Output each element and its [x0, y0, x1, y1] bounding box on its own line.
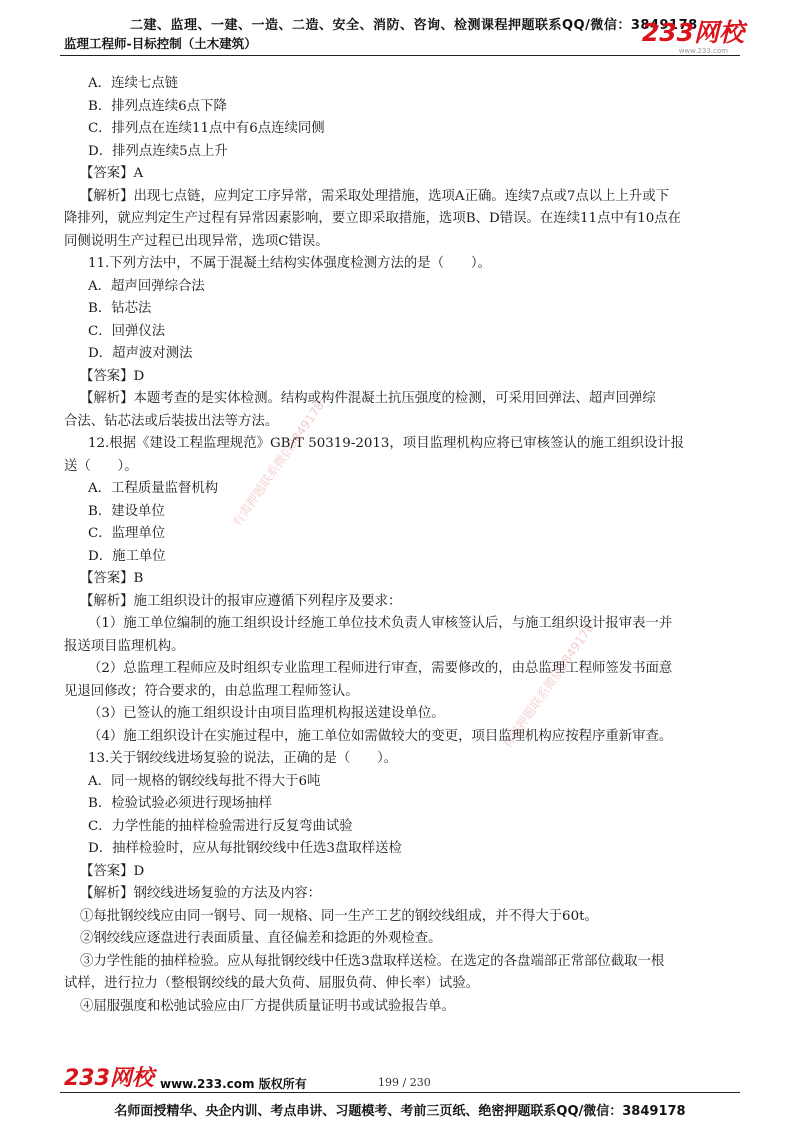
option-line: A．工程质量监督机构 [88, 481, 219, 496]
option-line: A．超声回弹综合法 [88, 278, 205, 294]
option-line: A．同一规格的钢绞线每批不得大于6吨 [88, 773, 321, 789]
option-line: D．排列点连续5点上升 [88, 143, 228, 159]
footer-logo: 233网校 [64, 1066, 154, 1091]
option-line: C．力学性能的抽样检验需进行反复弯曲试验 [88, 818, 353, 834]
answer-line: 【答案】A [80, 166, 144, 181]
footer-copyright: www.233.com 版权所有 [160, 1077, 307, 1091]
explanation-line: （4）施工组织设计在实施过程中，施工单位如需做较大的变更，项目监理机构应按程序重新审查。 [88, 728, 673, 744]
explanation-line: 报送项目监理机构。 [64, 638, 185, 654]
explanation-line: 【解析】钢绞线进场复验的方法及内容： [80, 886, 322, 901]
page-number: 199 / 230 [378, 1076, 431, 1089]
option-line: D．超声波对测法 [88, 346, 193, 361]
option-line: D．抽样检验时，应从每批钢绞线中任选3盘取样送检 [88, 841, 402, 856]
header-divider [60, 55, 740, 56]
header-subject: 监理工程师-目标控制（土木建筑） [64, 36, 257, 51]
explanation-line: ①每批钢绞线应由同一钢号、同一规格、同一生产工艺的钢绞线组成，并不得大于60t。 [80, 908, 598, 924]
option-line: B．检验试验必须进行现场抽样 [88, 796, 272, 811]
question-line: 12.根据《建设工程监理规范》GB/T 50319-2013，项目监理机构应将已审核签认的施工组织设计报 [88, 436, 685, 451]
option-line: D．施工单位 [88, 548, 166, 564]
question-line: 13.关于钢绞线进场复验的说法，正确的是（ ）。 [88, 751, 398, 766]
question-line: 送（ ）。 [64, 458, 138, 474]
explanation-line: ②钢绞线应逐盘进行表面质量、直径偏差和捻距的外观检查。 [80, 931, 442, 946]
explanation-line: ③力学性能的抽样检验。应从每批钢绞线中任选3盘取样送检。在选定的各盘端部正常部位截取一根 [80, 953, 665, 969]
header-promo: 二建、监理、一建、一造、二造、安全、消防、咨询、检测课程押题联系QQ/微信：3849178 [130, 18, 698, 33]
footer-promo: 名师面授精华、央企内训、考点串讲、习题模考、考前三页纸、绝密押题联系QQ/微信：3849178 [114, 1104, 686, 1119]
option-line: C．监理单位 [88, 526, 166, 541]
option-line: A．连续七点链 [88, 76, 179, 91]
explanation-line: 【解析】本题考查的是实体检测。结构或构件混凝土抗压强度的检测，可采用回弹法、超声回弹综 [80, 391, 656, 406]
document-body [64, 73, 744, 1018]
watermark: 有需押题联系微信3849178 [229, 398, 327, 530]
explanation-line: ④屈服强度和松弛试验应由厂方提供质量证明书或试验报告单。 [80, 998, 455, 1014]
footer-divider [60, 1092, 740, 1093]
site-logo: 233网校 [641, 18, 744, 47]
logo-url: www.233.com [678, 47, 728, 55]
watermark: 有需押题联系微信3849178 [499, 620, 597, 752]
explanation-line: 见退回修改；符合要求的，由总监理工程师签认。 [64, 683, 359, 699]
option-line: B．钻芯法 [88, 301, 152, 316]
explanation-line: 同侧说明生产过程已出现异常，选项C错误。 [64, 233, 329, 249]
explanation-line: 降排列，就应判定生产过程有异常因素影响，要立即采取措施，选项B、D错误。在连续11点中有10点在 [64, 211, 682, 226]
explanation-line: 合法、钻芯法或后装拔出法等方法。 [64, 413, 279, 429]
explanation-line: （3）已签认的施工组织设计由项目监理机构报送建设单位。 [88, 706, 445, 721]
answer-line: 【答案】B [80, 571, 144, 586]
answer-line: 【答案】D [80, 863, 145, 879]
explanation-line: 【解析】出现七点链，应判定工序异常，需采取处理措施，选项A正确。连续7点或7点以上上升或下 [80, 188, 670, 204]
explanation-line: 【解析】施工组织设计的报审应遵循下列程序及要求： [80, 593, 402, 609]
explanation-line: （1）施工单位编制的施工组织设计经施工单位技术负责人审核签认后，与施工组织设计报审表一并 [88, 616, 673, 631]
explanation-line: 试样，进行拉力（整根钢绞线的最大负荷、屈服负荷、伸长率）试验。 [64, 976, 480, 991]
option-line: C．回弹仪法 [88, 323, 166, 339]
option-line: B．排列点连续6点下降 [88, 98, 227, 114]
option-line: B．建设单位 [88, 503, 165, 519]
option-line: C．排列点在连续11点中有6点连续同侧 [88, 121, 325, 136]
explanation-line: （2）总监理工程师应及时组织专业监理工程师进行审查，需要修改的，由总监理工程师签发书面意 [88, 661, 673, 676]
question-line: 11.下列方法中，不属于混凝土结构实体强度检测方法的是（ ）。 [88, 256, 491, 271]
answer-line: 【答案】D [80, 368, 145, 384]
